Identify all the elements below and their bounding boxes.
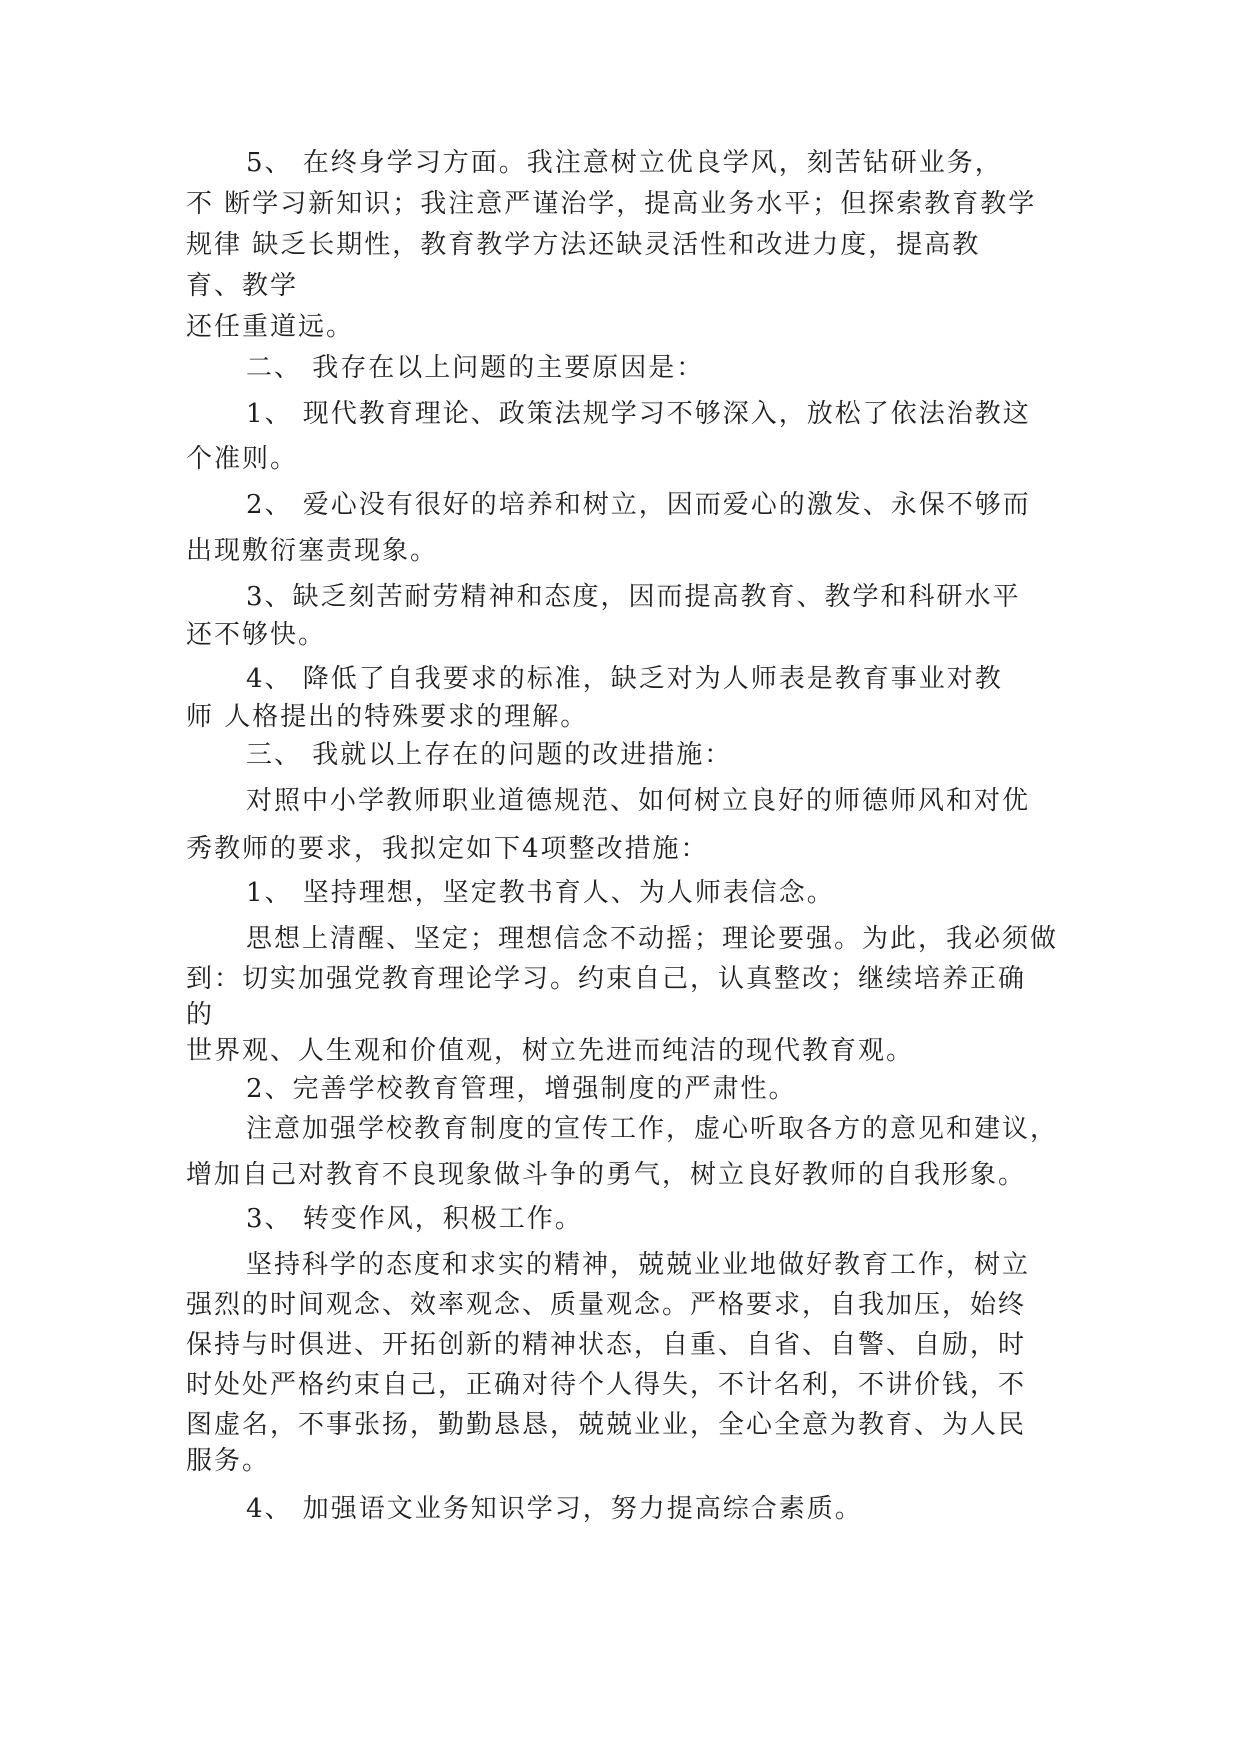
text-line: 时处处严格约束自己，正确对待个人得失，不计名利，不讲价钱，不: [186, 1370, 1027, 1400]
text-line: 3、缺乏刻苦耐劳精神和态度，因而提高教育、教学和科研水平: [246, 582, 1021, 612]
text-line: 到：切实加强党教育理论学习。约束自己，认真整改；继续培养正确: [186, 964, 1027, 994]
text-line: 的: [186, 1000, 215, 1030]
text-line: 个准则。: [186, 444, 299, 474]
text-line: 还任重道远。: [186, 312, 355, 342]
text-line: 2、 爱心没有很好的培养和树立，因而爱心的激发、永保不够而: [246, 490, 1031, 520]
text-line: 图虚名，不事张扬，勤勤恳恳，兢兢业业，全心全意为教育、为人民: [186, 1410, 1027, 1440]
text-line: 3、 转变作风，积极工作。: [246, 1204, 583, 1234]
text-line: 1、 坚持理想，坚定教书育人、为人师表信念。: [246, 878, 835, 908]
text-line: 思想上清醒、坚定；理想信念不动摇；理论要强。为此，我必须做: [246, 924, 1059, 954]
text-line: 还不够快。: [186, 620, 327, 650]
text-line: 坚持科学的态度和求实的精神，兢兢业业地做好教育工作，树立: [246, 1250, 1031, 1280]
text-line: 师 人格提出的特殊要求的理解。: [186, 702, 589, 732]
text-line: 增加自己对教育不良现象做斗争的勇气，树立良好教师的自我形象。: [186, 1160, 1027, 1190]
text-line: 秀教师的要求，我拟定如下4项整改措施：: [186, 834, 709, 864]
text-line: 不 断学习新知识；我注意严谨治学，提高业务水平；但探索教育教学: [186, 189, 1037, 219]
text-line: 出现敷衍塞责现象。: [186, 536, 439, 566]
text-line: 服务。: [186, 1446, 271, 1476]
text-line: 强烈的时间观念、效率观念、质量观念。严格要求，自我加压，始终: [186, 1290, 1027, 1320]
text-line: 5、 在终身学习方面。我注意树立优良学风，刻苦钻研业务，: [246, 148, 1003, 178]
section-heading: 二、 我存在以上问题的主要原因是：: [246, 353, 705, 383]
text-line: 对照中小学教师职业道德规范、如何树立良好的师德师风和对优: [246, 786, 1031, 816]
text-line: 4、 加强语文业务知识学习，努力提高综合素质。: [246, 1494, 863, 1524]
text-line: 保持与时俱进、开拓创新的精神状态，自重、自省、自警、自励，时: [186, 1330, 1027, 1360]
text-line: 注意加强学校教育制度的宣传工作，虚心听取各方的意见和建议，: [246, 1114, 1059, 1144]
text-line: 2、完善学校教育管理，增强制度的严肃性。: [246, 1074, 797, 1104]
text-line: 1、 现代教育理论、政策法规学习不够深入，放松了依法治教这: [246, 399, 1031, 429]
text-line: 世界观、人生观和价值观，树立先进而纯洁的现代教育观。: [186, 1036, 915, 1066]
text-line: 4、 降低了自我要求的标准，缺乏对为人师表是教育事业对教: [246, 664, 1003, 694]
section-heading: 三、 我就以上存在的问题的改进措施：: [246, 740, 733, 770]
text-line: 规律 缺乏长期性，教育教学方法还缺灵活性和改进力度，提高教: [186, 230, 981, 260]
text-line: 育、教学: [186, 271, 299, 301]
